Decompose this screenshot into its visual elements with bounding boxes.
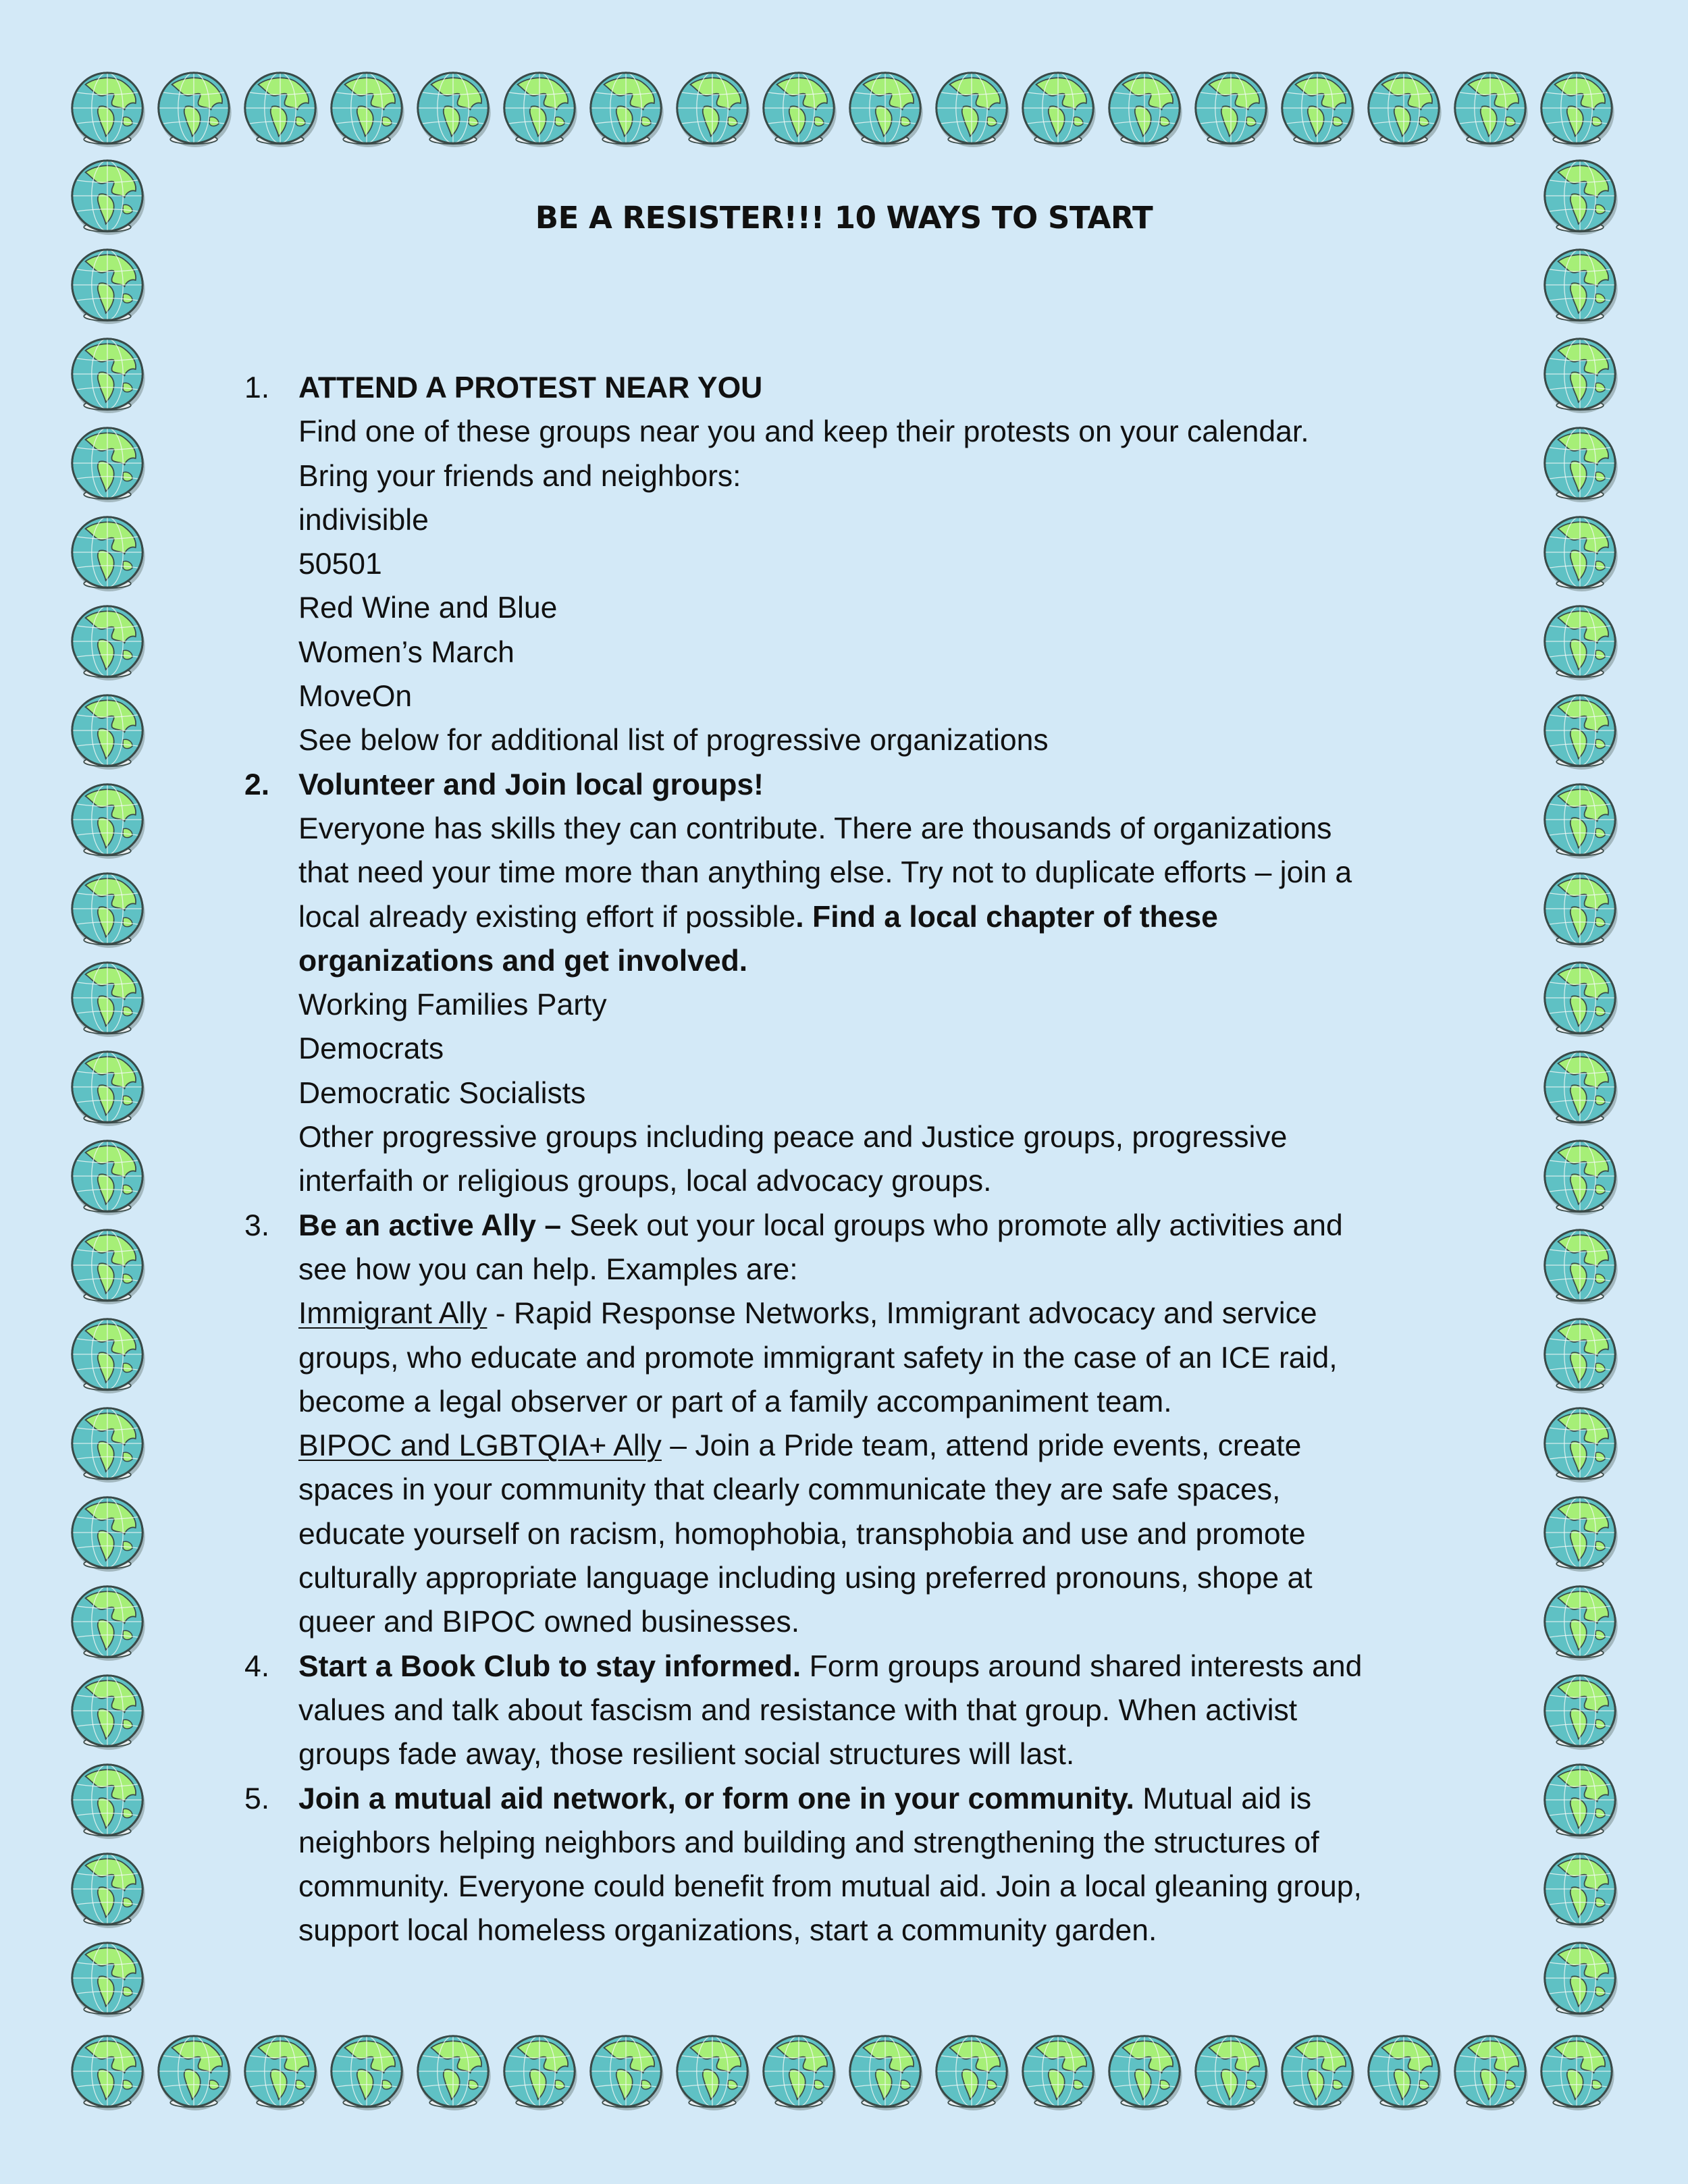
globe-icon: [1451, 69, 1529, 147]
item-text-line: educate yourself on racism, homophobia, transphobia and use and promote: [298, 1517, 1306, 1551]
globe-icon: [1451, 2032, 1529, 2110]
item-text-line: organizations and get involved.: [298, 944, 748, 978]
globe-icon: [241, 2032, 319, 2110]
item-text-line: queer and BIPOC owned businesses.: [298, 1605, 800, 1639]
item-text-line: Everyone has skills they can contribute. There are thousands of organizations: [298, 811, 1332, 845]
item-text-line: [298, 895, 1526, 939]
globe-icon: [68, 1672, 147, 1750]
globe-icon: [587, 2032, 665, 2110]
item-text-line: Find one of these groups near you and keep their protests on your calendar.: [298, 415, 1309, 449]
globe-icon: [1365, 69, 1443, 147]
item-text-bold: . Find a local chapter of these: [795, 900, 1218, 934]
item-text-line: interfaith or religious groups, local advocacy groups.: [298, 1165, 992, 1198]
globe-icon: [673, 69, 751, 147]
group-name: Women’s March: [298, 635, 515, 669]
globe-icon: [327, 2032, 406, 2110]
globe-icon: [1105, 69, 1184, 147]
globe-icon: [68, 1493, 147, 1572]
list-item-3: [243, 1204, 1526, 1645]
item-number: 3.: [244, 1208, 270, 1242]
item-text-regular: local already existing effort if possible: [298, 900, 796, 934]
globe-icon: [1541, 335, 1619, 413]
globe-icon: [1541, 1404, 1619, 1483]
item-number: 1.: [244, 371, 270, 404]
globe-icon: [1541, 424, 1619, 502]
globe-icon: [414, 2032, 492, 2110]
item-text-line: [298, 1291, 1526, 1335]
globe-icon: [414, 69, 492, 147]
globe-icon: [327, 69, 406, 147]
item-heading: ATTEND A PROTEST NEAR YOU: [298, 371, 763, 404]
globe-icon: [500, 69, 579, 147]
item-text-line: [298, 1204, 1526, 1248]
globe-icon: [1541, 1850, 1619, 1928]
globe-icon: [1278, 2032, 1356, 2110]
item-heading-rest: Seek out your local groups who promote ally activities and: [561, 1208, 1343, 1242]
globe-icon: [68, 2032, 147, 2110]
list-item-5: [243, 1777, 1526, 1953]
globe-icon: [1541, 1048, 1619, 1126]
globe-icon: [68, 691, 147, 770]
item-text-line: community. Everyone could benefit from mutual aid. Join a local gleaning group,: [298, 1870, 1362, 1904]
item-note: See below for additional list of progressive organizations: [298, 724, 1049, 757]
numbered-list: [243, 366, 1526, 1953]
globe-icon: [68, 780, 147, 859]
item-text-line: culturally appropriate language including using preferred pronouns, shope at: [298, 1562, 1313, 1595]
globe-icon: [1541, 1582, 1619, 1661]
item-heading-rest: Form groups around shared interests and: [801, 1649, 1363, 1683]
globe-icon: [155, 2032, 233, 2110]
globe-icon: [673, 2032, 751, 2110]
globe-icon: [68, 69, 147, 147]
globe-icon: [241, 69, 319, 147]
globe-icon: [1541, 246, 1619, 324]
globe-icon: [1541, 513, 1619, 591]
item-text-line: [298, 1777, 1526, 1821]
group-name: Working Families Party: [298, 988, 607, 1022]
group-name: Democratic Socialists: [298, 1076, 586, 1110]
item-text-line: [298, 1424, 1526, 1468]
globe-icon: [68, 602, 147, 681]
globe-icon: [1019, 69, 1097, 147]
globe-icon: [68, 1404, 147, 1483]
globe-icon: [1541, 1672, 1619, 1750]
item-text-line: neighbors helping neighbors and building and strengthening the structures of: [298, 1826, 1319, 1859]
globe-icon: [1541, 1315, 1619, 1393]
globe-icon: [587, 69, 665, 147]
globe-icon: [68, 424, 147, 502]
globe-icon: [846, 69, 924, 147]
globe-icon: [1105, 2032, 1184, 2110]
globe-icon: [68, 870, 147, 948]
list-item-4: [243, 1645, 1526, 1777]
globe-icon: [1537, 69, 1616, 147]
globe-icon: [1541, 959, 1619, 1037]
globe-icon: [68, 1939, 147, 2017]
group-name: 50501: [298, 548, 382, 581]
page-title: BE A RESISTER!!! 10 WAYS TO START: [535, 200, 1153, 236]
globe-icon: [68, 1582, 147, 1661]
globe-icon: [1541, 602, 1619, 681]
globe-icon: [68, 1226, 147, 1304]
globe-icon: [68, 1048, 147, 1126]
group-name: indivisible: [298, 503, 429, 537]
item-text-regular: - Rapid Response Networks, Immigrant advocacy and service: [487, 1297, 1317, 1331]
bipoc-ally-label: BIPOC and LGBTQIA+ Ally: [298, 1429, 662, 1463]
globe-icon: [1192, 69, 1270, 147]
globe-icon: [68, 1850, 147, 1928]
item-text-regular: – Join a Pride team, attend pride events, create: [661, 1429, 1302, 1463]
item-text-line: groups, who educate and promote immigrant safety in the case of an ICE raid,: [298, 1341, 1338, 1375]
item-text-line: Other progressive groups including peace and Justice groups, progressive: [298, 1121, 1288, 1154]
globe-icon: [760, 69, 838, 147]
globe-icon: [1541, 780, 1619, 859]
globe-icon: [68, 1761, 147, 1839]
item-number: 5.: [244, 1782, 270, 1815]
item-text-line: become a legal observer or part of a family accompaniment team.: [298, 1385, 1172, 1418]
item-text-line: groups fade away, those resilient social structures will last.: [298, 1738, 1075, 1772]
item-text-line: [298, 1645, 1526, 1688]
globe-icon: [1278, 69, 1356, 147]
item-heading: Join a mutual aid network, or form one in your community.: [298, 1782, 1134, 1815]
item-heading-rest: Mutual aid is: [1134, 1782, 1312, 1815]
item-heading: Start a Book Club to stay informed.: [298, 1649, 801, 1683]
globe-icon: [1365, 2032, 1443, 2110]
group-name: Democrats: [298, 1032, 444, 1066]
globe-icon: [68, 246, 147, 324]
globe-icon: [68, 1137, 147, 1215]
globe-icon: [1541, 1939, 1619, 2017]
globe-icon: [1019, 2032, 1097, 2110]
globe-icon: [68, 1315, 147, 1393]
item-text-line: spaces in your community that clearly communicate they are safe spaces,: [298, 1473, 1281, 1507]
globe-icon: [1541, 1226, 1619, 1304]
globe-icon: [1537, 2032, 1616, 2110]
globe-icon: [1541, 870, 1619, 948]
item-heading: Be an active Ally –: [298, 1208, 562, 1242]
item-text-line: values and talk about fascism and resistance with that group. When activist: [298, 1693, 1298, 1727]
globe-icon: [1541, 1761, 1619, 1839]
globe-icon: [155, 69, 233, 147]
immigrant-ally-label: Immigrant Ally: [298, 1297, 487, 1331]
globe-icon: [1541, 1493, 1619, 1572]
item-heading: Volunteer and Join local groups!: [298, 768, 764, 801]
item-number: 4.: [244, 1649, 270, 1683]
group-name: Red Wine and Blue: [298, 591, 558, 625]
globe-icon: [932, 2032, 1011, 2110]
group-name: MoveOn: [298, 680, 413, 714]
item-text-line: Bring your friends and neighbors:: [298, 459, 741, 493]
globe-icon: [68, 959, 147, 1037]
globe-icon: [846, 2032, 924, 2110]
list-item-2: [243, 763, 1526, 1204]
globe-icon: [1541, 1137, 1619, 1215]
globe-icon: [760, 2032, 838, 2110]
globe-icon: [1192, 2032, 1270, 2110]
item-text-line: that need your time more than anything else. Try not to duplicate efforts – join a: [298, 856, 1352, 890]
globe-icon: [500, 2032, 579, 2110]
item-number: 2.: [244, 768, 270, 801]
list-item-1: [243, 366, 1526, 763]
globe-icon: [68, 513, 147, 591]
globe-icon: [932, 69, 1011, 147]
globe-icon: [68, 335, 147, 413]
item-text-line: see how you can help. Examples are:: [298, 1252, 798, 1286]
globe-icon: [1541, 691, 1619, 770]
item-text-line: support local homeless organizations, start a community garden.: [298, 1914, 1157, 1948]
